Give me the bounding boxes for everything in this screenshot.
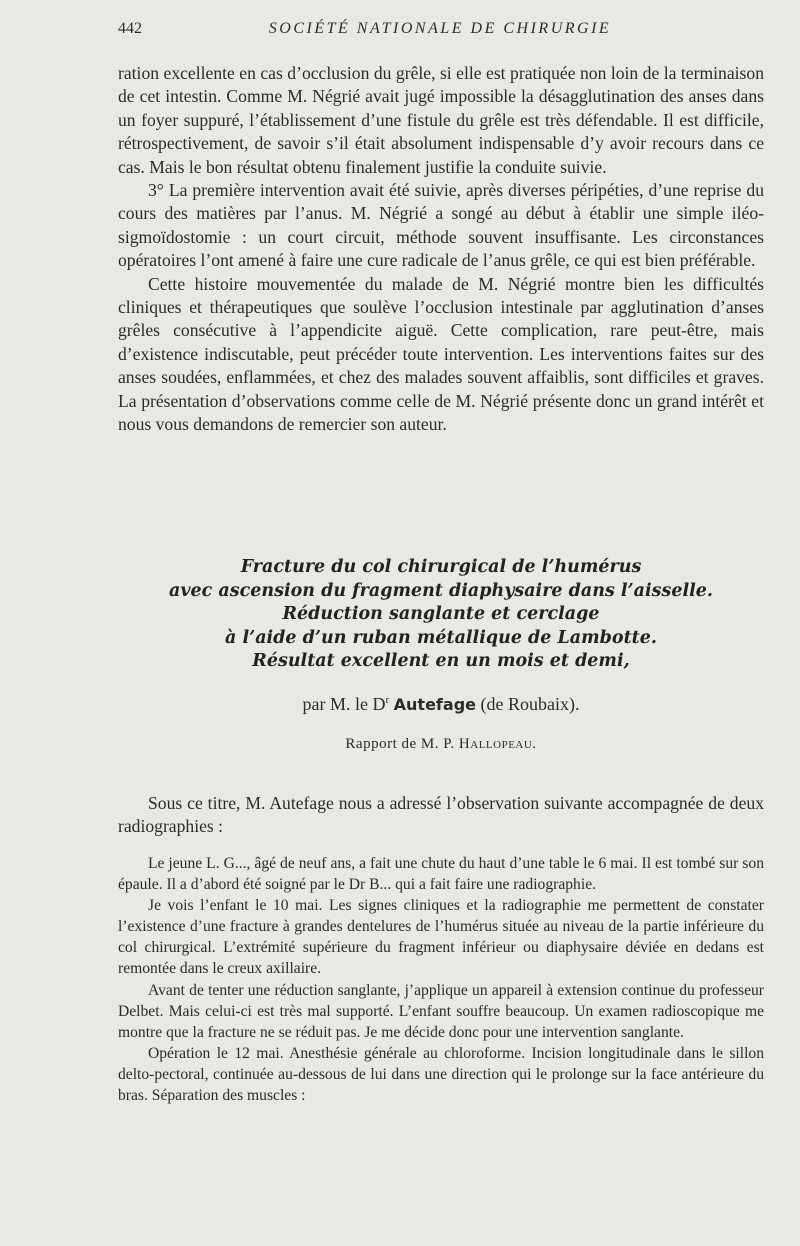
report-line	[118, 736, 764, 753]
title-line: Résultat excellent en un mois et demi,	[252, 651, 630, 672]
byline	[118, 694, 764, 715]
title-line: à l’aide d’un ruban métallique de Lambotte.	[225, 627, 657, 648]
article-title	[118, 556, 764, 674]
author-location: (de Roubaix).	[480, 694, 580, 714]
paragraph: Avant de tenter une réduction sanglante, j’applique un appareil à extension continue du professeur Delbet. Mais celui-ci est très mal supporté. L’enfant souffre beaucoup. Un examen radioscopique me montre que la fracture ne se réduit pas. Je me décide donc pour une intervention sanglante.	[118, 981, 764, 1041]
paragraph: Je vois l’enfant le 10 mai. Les signes cliniques et la radiographie me permettent de constater l’existence d’une fracture à grandes dentelures de l’humérus située au niveau de la partie inférieure du col chirurgical. L’extrémité supérieure du fragment inférieur ou diaphysaire déviée en dedans est remontée dans le creux axillaire.	[118, 897, 764, 978]
title-line: avec ascension du fragment diaphysaire dans l’aisselle.	[169, 580, 713, 601]
paragraph: Le jeune L. G..., âgé de neuf ans, a fait une chute du haut d’une table le 6 mai. Il est tombé sur son épaule. Il a d’abord été soigné par le Dr B... qui a fait faire une radiographie.	[118, 855, 764, 894]
page-header	[118, 20, 762, 44]
title-line: Réduction sanglante et cerclage	[282, 604, 600, 625]
report-prefix: Rapport de M. P.	[345, 736, 455, 752]
paragraph: Cette histoire mouvementée du malade de M. Négrié montre bien les difficultés cliniques et thérapeutiques que soulève l’occlusion intestinale par agglutination d’anses grêles consécutive à l’appendicite aiguë. Cette complication, rare peut-être, mais d’existence indiscutable, peut précéder toute intervention. Les interventions faites sur des anses soudées, enflammées, et chez des malades souvent affaiblis, sont difficiles et graves. La présentation d’observations comme celle de M. Négrié présente donc un grand intérêt et nous vous demandons de remercier son auteur.	[118, 273, 764, 435]
reporter-name: Hallopeau.	[458, 736, 537, 752]
intro-text	[118, 792, 764, 839]
byline-prefix: par M. le D	[302, 694, 386, 714]
paragraph: Opération le 12 mai. Anesthésie générale au chloroforme. Incision longitudinale dans le sillon delto-pectoral, continuée au-dessous de lui dans une direction qui le prolonge sur la face antérieure du bras. Séparation des muscles :	[118, 1044, 764, 1105]
byline-sup: r	[385, 694, 390, 706]
paragraph: 3° La première intervention avait été suivie, après diverses péripéties, d’une reprise du cours des matières par l’anus. M. Négrié a songé au début à établir une simple iléo-sigmoïdostomie : un court circuit, méthode souvent insuffisante. Les circonstances opératoires l’ont amené à faire une cure radicale de l’anus grêle, ce qui est bien préférable.	[118, 180, 764, 271]
observation-text	[118, 853, 764, 1106]
author-name: Autefage	[393, 695, 476, 714]
paragraph: ration excellente en cas d’occlusion du grêle, si elle est pratiquée non loin de la terminaison de cet intestin. Comme M. Négrié avait jugé impossible la désagglutination des anses dans un foyer suppuré, l’établissement d’une fistule du grêle est très défendable. Il est difficile, rétrospectivement, de savoir s’il était absolument indispensable d’y avoir recours dans ce cas. Mais le bon résultat obtenu finalement justifie la conduite suivie.	[118, 63, 764, 177]
page-number: 442	[118, 20, 142, 37]
title-line: Fracture du col chirurgical de l’humérus	[240, 557, 642, 577]
top-text	[118, 62, 764, 437]
paragraph: Sous ce titre, M. Autefage nous a adressé l’observation suivante accompagnée de deux radiographies :	[118, 793, 764, 837]
running-head: SOCIÉTÉ NATIONALE DE CHIRURGIE	[268, 20, 612, 37]
